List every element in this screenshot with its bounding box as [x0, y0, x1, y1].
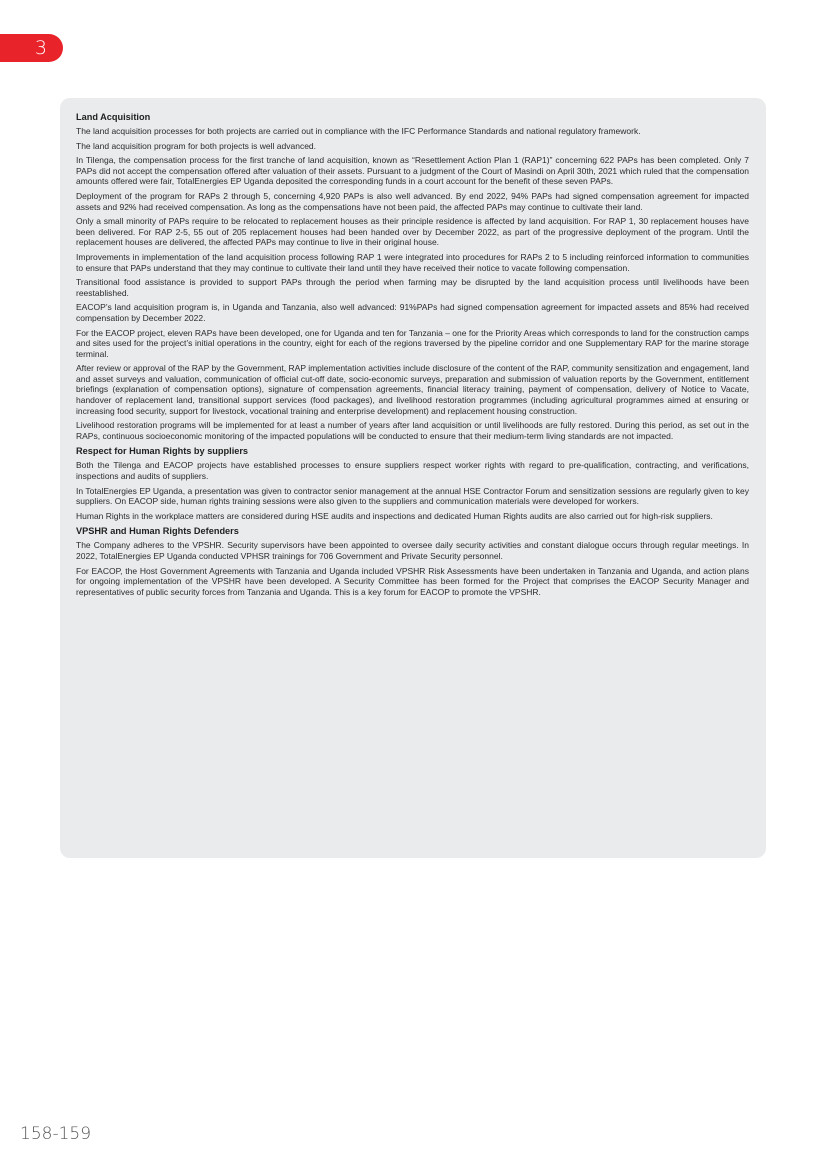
paragraph: For the EACOP project, eleven RAPs have been developed, one for Uganda and ten for Tanzania – one for the Priority Areas which corresponds to land for the construction camps and sites used for the project’s initial operations in the country, eight for each of the regions traversed by the pipeline corridor and one Supplementary RAP for the marine storage terminal.: [76, 327, 749, 359]
paragraph: Improvements in implementation of the land acquisition process following RAP 1 were integrated into procedures for RAPs 2 to 5 including reinforced information to communities to ensure that PAPs understand that they may continue to cultivate their land until they have received their notice to vacate following compensation.: [76, 251, 749, 273]
paragraph: For EACOP, the Host Government Agreements with Tanzania and Uganda included VPSHR Risk Assessments have been undertaken in Tanzania and Uganda, and action plans for ongoing implementation of the VPSHR have been developed. A Security Committee has been formed for the Project that comprises the EACOP Security Manager and representatives of public security forces from Tanzania and Uganda. This is a key forum for EACOP to promote the VPSHR.: [76, 565, 749, 597]
paragraph: Only a small minority of PAPs require to be relocated to replacement houses as their principle residence is affected by land acquisition. For RAP 1, 30 replacement houses have been delivered. For RAP 2-5, 55 out of 205 replacement houses had been handed over by December 2022, as part of the progressive deployment of the program. Until the replacement houses are delivered, the affected PAPs may continue to live in their original house.: [76, 216, 749, 248]
paragraph: The land acquisition program for both projects is well advanced.: [76, 140, 317, 151]
paragraph: EACOP’s land acquisition program is, in Uganda and Tanzania, also well advanced: 91%PAPs had signed compensation agreement for impacted assets and 85% had received compensation by December 2022.: [76, 302, 749, 323]
section-heading-human-rights-suppliers: Respect for Human Rights by suppliers: [76, 446, 249, 457]
section-heading-vpshr: VPSHR and Human Rights Defenders: [76, 526, 239, 537]
paragraph: The Company adheres to the VPSHR. Security supervisors have been appointed to oversee daily security activities and constant dialogue occurs through regular meetings. In 2022, TotalEnergies EP Uganda conducted VPHSR trainings for 706 Government and Private Security personnel.: [76, 540, 749, 561]
paragraph: Both the Tilenga and EACOP projects have established processes to ensure suppliers respect worker rights with regard to pre-qualification, contracting, and verifications, inspections and audits of suppliers.: [76, 460, 749, 482]
paragraph: Human Rights in the workplace matters are considered during HSE audits and inspections and dedicated Human Rights audits are also carried out for high-risk suppliers.: [76, 510, 713, 521]
paragraph: In TotalEnergies EP Uganda, a presentation was given to contractor senior management at the annual HSE Contractor Forum and sensitization sessions are regularly given to key suppliers. On EACOP side, human rights training sessions were also given to the suppliers and communication materials were developed for workers.: [76, 485, 749, 507]
chapter-number-tab: 3: [0, 34, 63, 62]
paragraph: Livelihood restoration programs will be implemented for at least a number of years after land acquisition or until livelihoods are fully restored. During this period, as set out in the RAPs, continuous socioeconomic monitoring of the impacted populations will be conducted to ensure that their medium-term living standards are not impacted.: [76, 420, 749, 441]
paragraph: Transitional food assistance is provided to support PAPs through the period when farming may be disrupted by the land acquisition process until livelihoods have been reestablished.: [76, 277, 749, 298]
paragraph: In Tilenga, the compensation process for the first tranche of land acquisition, known as “Resettlement Action Plan 1 (RAP1)” concerning 622 PAPs has been completed. Only 7 PAPs did not accept the compensation offered after valuation of their assets. Pursuant to a judgment of the Court of Masindi on April 30th, 2021 which ruled that the compensation amounts offered were fair, TotalEnergies EP Uganda deposited the corresponding funds in a court account for the benefit of these seven PAPs.: [76, 155, 749, 187]
paragraph: After review or approval of the RAP by the Government, RAP implementation activities include disclosure of the content of the RAP, community sensitization and engagement, land and asset surveys and valuation, communication of official cut-off date, socio-economic surveys, preparation and submission of valuation reports by the Government, entitlement briefings (explanation of compensation options), signature of compensation agreements, financial literacy training, payment of compensation, delivery of Notice to Vacate, handover of replacement land, transitional support services (food packages), and livelihood restoration programmes (including agricultural programmes aimed at ensuring or increasing food security, support for livestock, vocational training and enterprise development) and replacement housing construction.: [76, 363, 749, 416]
paragraph: Deployment of the program for RAPs 2 through 5, concerning 4,920 PAPs is also well advanced. By end 2022, 94% PAPs had signed compensation agreement for impacted assets and 92% had received compensation. As long as the compensations have not been paid, the affected PAPs may continue to cultivate their land.: [76, 190, 749, 212]
page-number: 158-159: [20, 1124, 92, 1144]
content-box: [60, 98, 766, 858]
paragraph: The land acquisition processes for both projects are carried out in compliance with the IFC Performance Standards and national regulatory framework.: [76, 126, 641, 136]
section-heading-land-acquisition: Land Acquisition: [76, 112, 151, 122]
